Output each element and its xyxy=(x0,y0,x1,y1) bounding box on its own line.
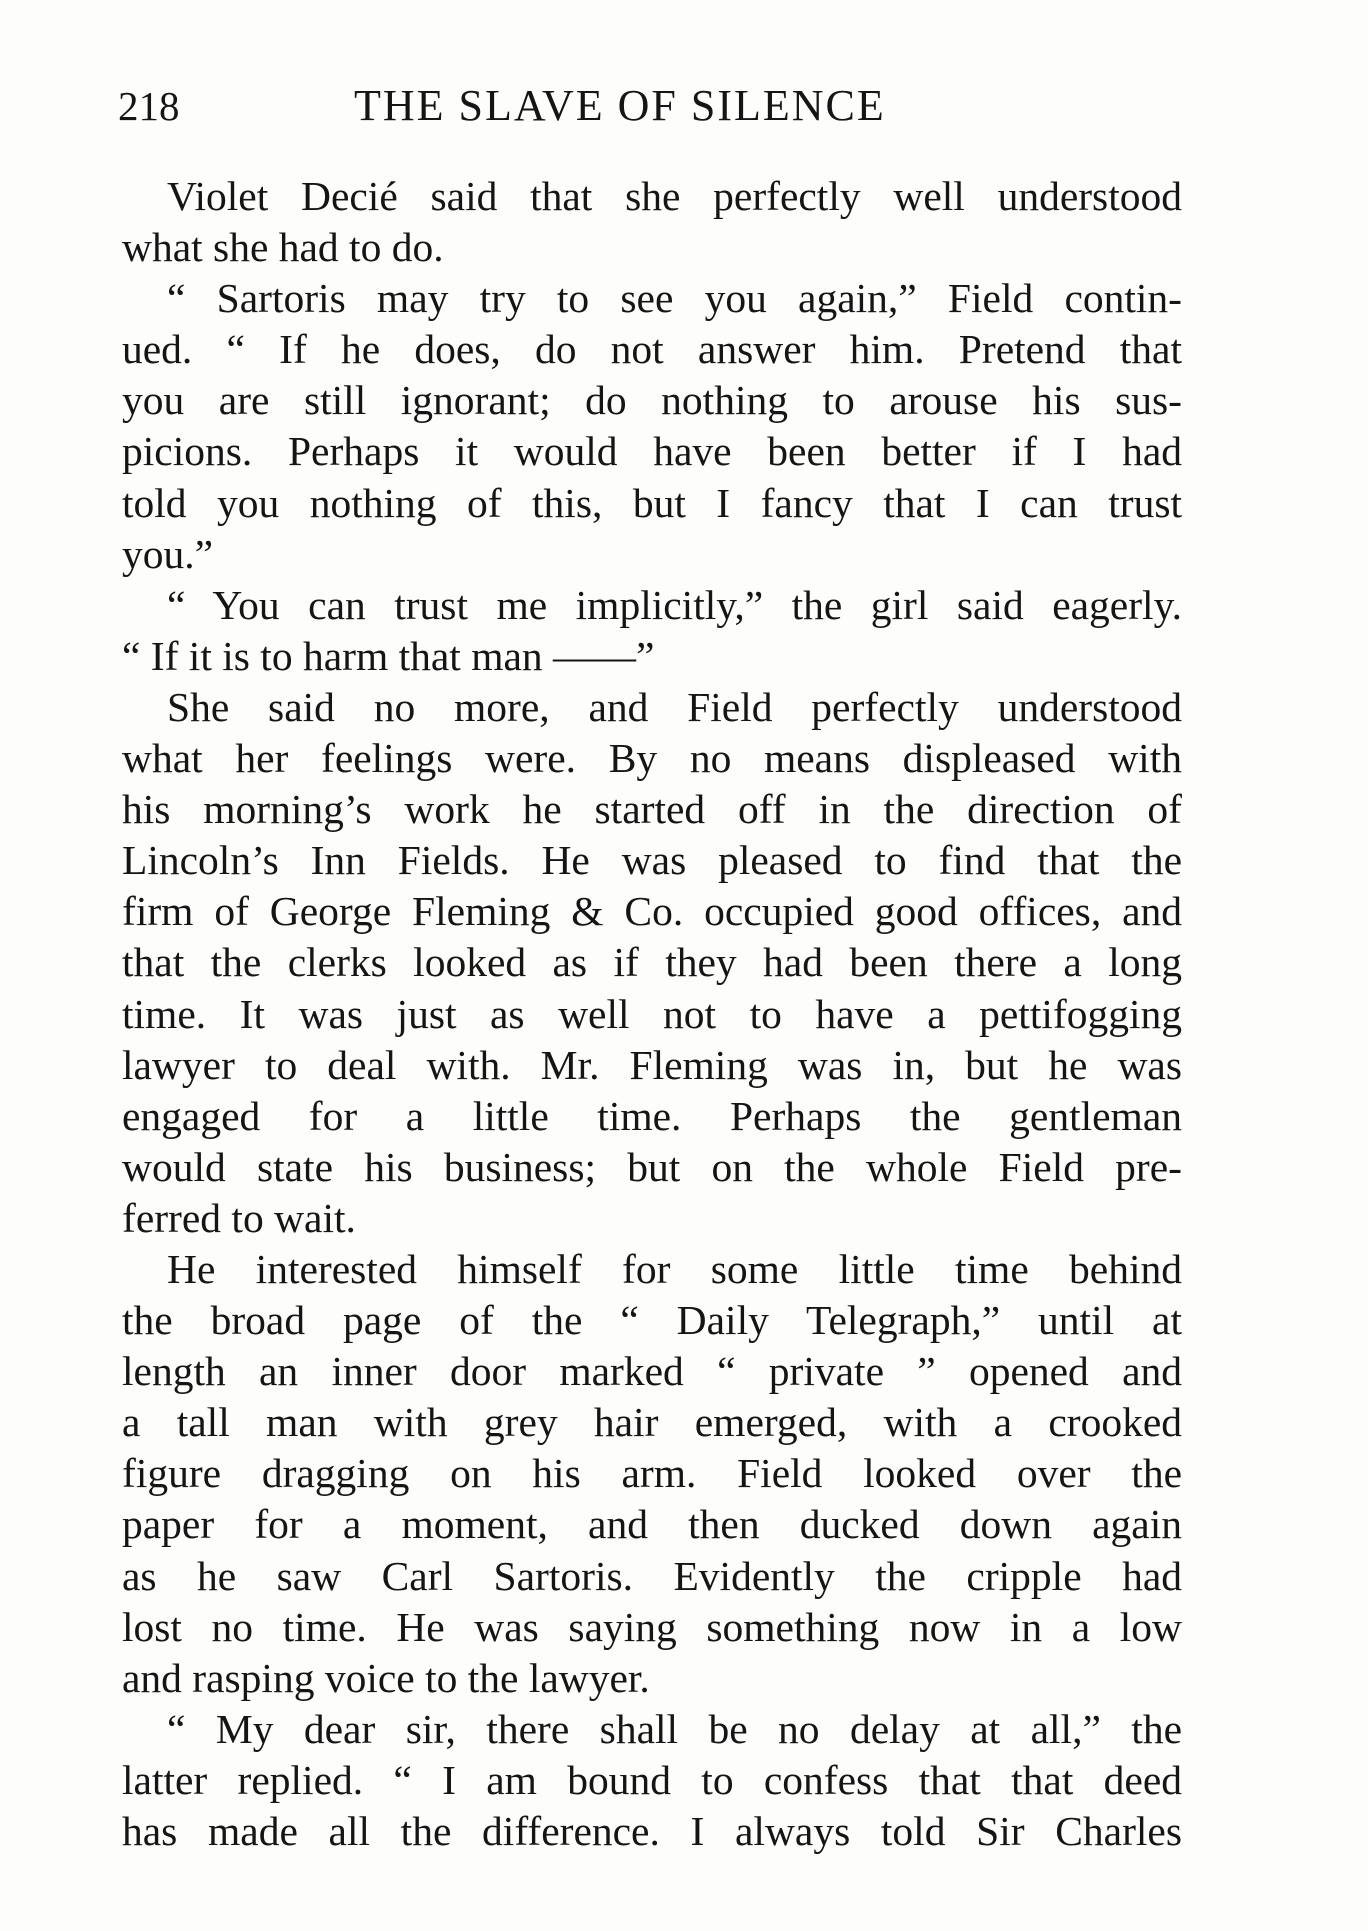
body-text xyxy=(122,171,1182,1857)
text-line: the broad page of the “ Daily Telegraph,” until at xyxy=(122,1297,1182,1344)
text-line: “ If it is to harm that man ——” xyxy=(122,632,655,679)
text-line: “ My dear sir, there shall be no delay at all,” the xyxy=(167,1705,1182,1752)
running-title: THE SLAVE OF SILENCE xyxy=(354,81,886,130)
text-line: He interested himself for some little time behind xyxy=(167,1245,1182,1292)
text-line: has made all the difference. I always told Sir Charles xyxy=(122,1808,1182,1854)
page-number: 218 xyxy=(118,83,180,129)
text-line: and rasping voice to the lawyer. xyxy=(122,1654,650,1701)
text-line: a tall man with grey hair emerged, with a crooked xyxy=(122,1399,1182,1446)
text-line: his morning’s work he started off in the direction of xyxy=(122,786,1182,833)
text-line: Lincoln’s Inn Fields. He was pleased to find that the xyxy=(122,837,1182,884)
text-line: figure dragging on his arm. Field looked over the xyxy=(122,1450,1182,1497)
text-line: latter replied. “ I am bound to confess that that deed xyxy=(122,1756,1182,1803)
text-line: She said no more, and Field perfectly understood xyxy=(167,683,1182,730)
text-line: length an inner door marked “ private ” opened and xyxy=(122,1348,1182,1395)
text-line: paper for a moment, and then ducked down again xyxy=(122,1501,1182,1548)
text-line: “ You can trust me implicitly,” the girl said eagerly. xyxy=(167,581,1182,628)
text-line: you.” xyxy=(122,530,214,577)
text-line: Violet Decié said that she perfectly well understood xyxy=(167,173,1182,219)
text-line: firm of George Fleming & Co. occupied good offices, and xyxy=(122,888,1182,935)
text-line: lost no time. He was saying something now in a low xyxy=(122,1603,1182,1650)
text-line: you are still ignorant; do nothing to arouse his sus- xyxy=(122,377,1182,424)
text-line: what her feelings were. By no means displeased with xyxy=(122,735,1182,782)
text-line: as he saw Carl Sartoris. Evidently the cripple had xyxy=(122,1552,1182,1599)
text-line: would state his business; but on the whole Field pre- xyxy=(122,1143,1182,1190)
text-line: time. It was just as well not to have a pettifogging xyxy=(122,990,1182,1037)
text-line: picions. Perhaps it would have been better if I had xyxy=(122,428,1182,475)
text-line: what she had to do. xyxy=(122,224,444,271)
text-line: ued. “ If he does, do not answer him. Pretend that xyxy=(122,326,1182,373)
text-line: “ Sartoris may try to see you again,” Field contin- xyxy=(167,275,1182,322)
page-header xyxy=(118,76,1178,136)
text-line: ferred to wait. xyxy=(122,1194,356,1241)
text-line: engaged for a little time. Perhaps the gentleman xyxy=(122,1092,1182,1139)
text-line: told you nothing of this, but I fancy that I can trust xyxy=(122,479,1182,526)
text-line: that the clerks looked as if they had been there a long xyxy=(122,939,1182,986)
text-line: lawyer to deal with. Mr. Fleming was in, but he was xyxy=(122,1041,1182,1088)
